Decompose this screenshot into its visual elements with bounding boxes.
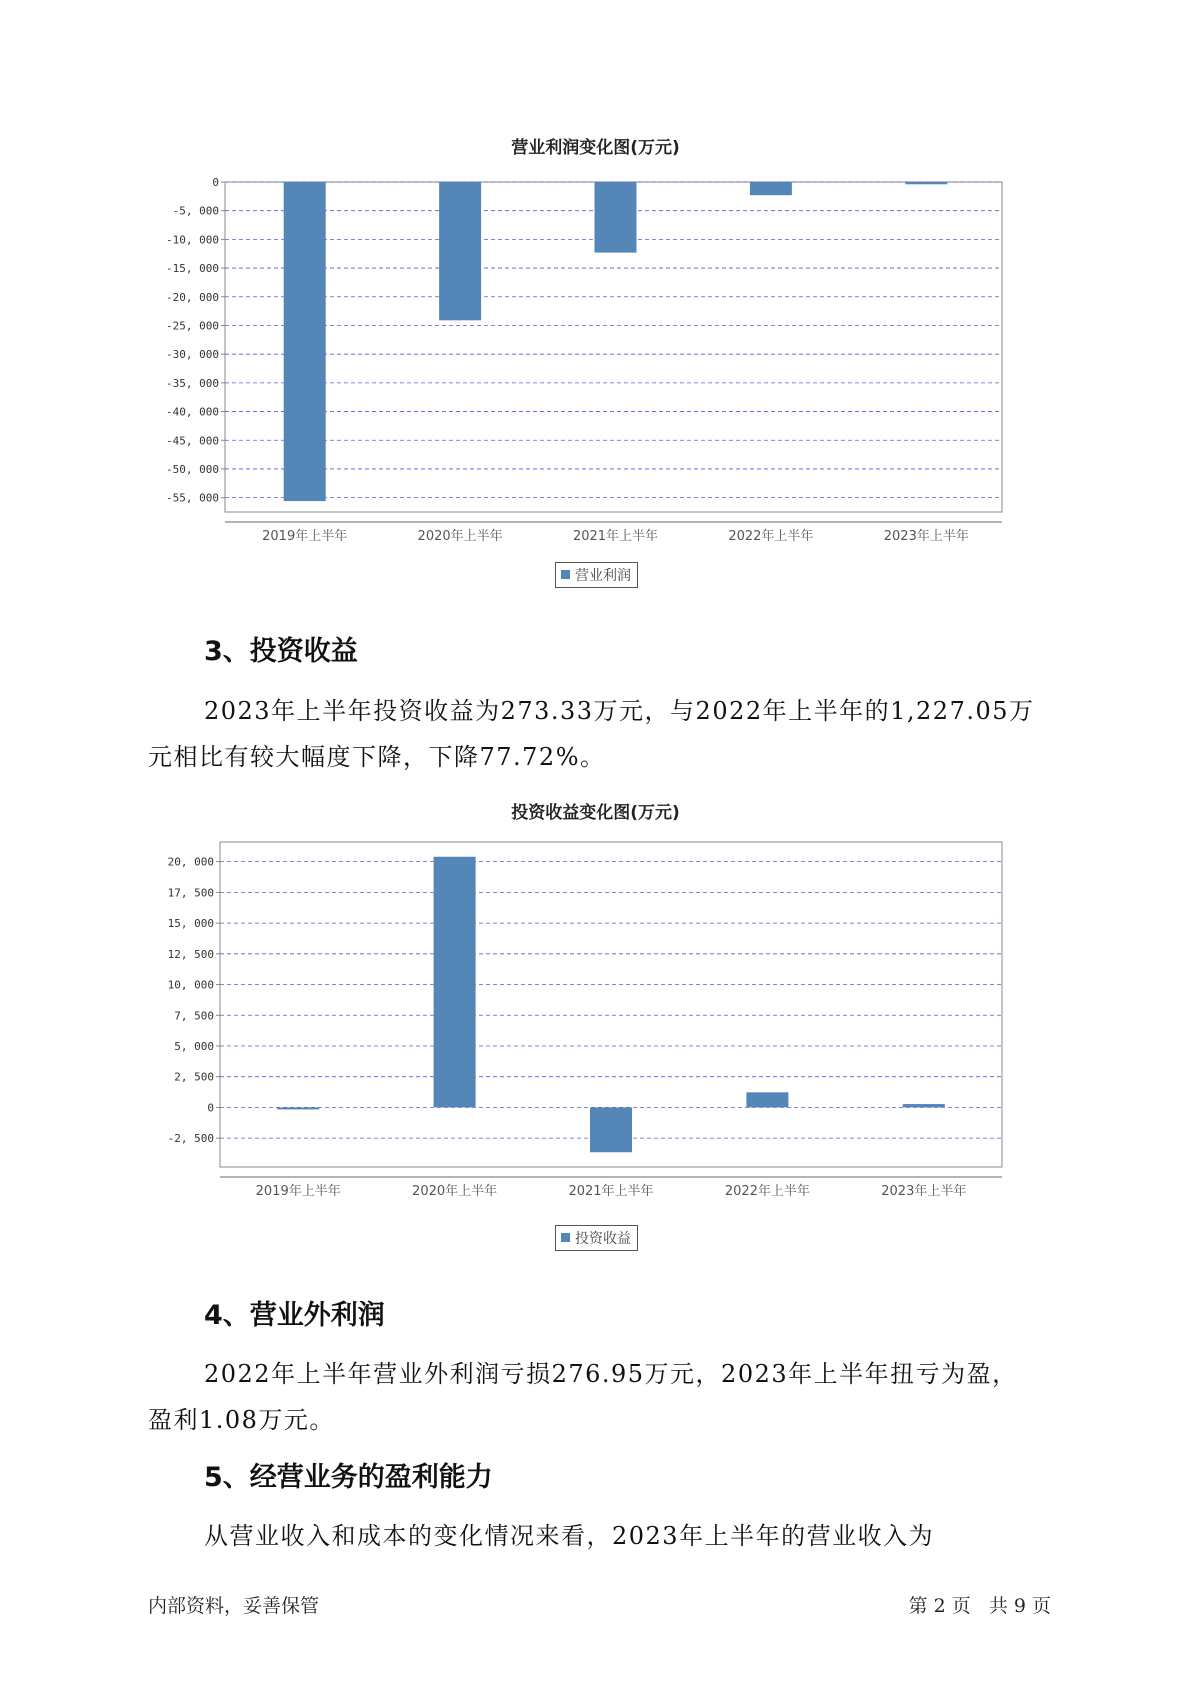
section-5-text-line1: 从营业收入和成本的变化情况来看，2023年上半年的营业收入为: [204, 1522, 935, 1550]
y-tick-label: 2, 500: [174, 1070, 214, 1084]
x-tick-label: 2021年上半年: [568, 1184, 654, 1199]
bar-2021年上半年: [595, 182, 637, 253]
y-tick-label: -40, 000: [166, 405, 219, 419]
chart1-title: 营业利润变化图(万元): [511, 138, 680, 158]
x-tick-label: 2020年上半年: [412, 1184, 498, 1199]
chart1-legend-label: 营业利润: [575, 568, 631, 584]
section-3-text-line1: 2023年上半年投资收益为273.33万元，与2022年上半年的1,227.05万: [204, 697, 1035, 725]
y-tick-label: 20, 000: [167, 855, 214, 869]
y-tick-label: 12, 500: [167, 947, 214, 961]
bar-2022年上半年: [750, 182, 792, 195]
footer-confidential-note: 内部资料，妥善保管: [148, 1595, 320, 1617]
x-tick-label: 2023年上半年: [883, 529, 969, 544]
bar-2021年上半年: [590, 1107, 632, 1152]
y-tick-label: -55, 000: [166, 491, 219, 505]
section-4-text-line2: 盈利1.08万元。: [148, 1406, 335, 1434]
x-tick-label: 2019年上半年: [262, 529, 348, 544]
legend-swatch: [561, 570, 570, 579]
y-tick-label: 5, 000: [174, 1039, 214, 1053]
section-4-text-line1: 2022年上半年营业外利润亏损276.95万元，2023年上半年扭亏为盈，: [204, 1360, 1018, 1388]
bar-2019年上半年: [277, 1107, 319, 1109]
y-tick-label: -50, 000: [166, 462, 219, 476]
chart2-title: 投资收益变化图(万元): [511, 803, 680, 823]
operating-profit-chart: [0, 160, 1191, 544]
bar-2023年上半年: [905, 182, 947, 184]
legend-swatch: [561, 1233, 570, 1242]
chart2-legend: [555, 1225, 638, 1251]
chart2-legend-label: 投资收益: [575, 1231, 631, 1247]
y-tick-label: -2, 500: [167, 1132, 214, 1146]
y-tick-label: -30, 000: [166, 348, 219, 362]
bar-2020年上半年: [439, 182, 481, 320]
y-tick-label: -35, 000: [166, 376, 219, 390]
y-tick-label: 10, 000: [167, 978, 214, 992]
section-4-heading: 4、营业外利润: [204, 1300, 385, 1331]
x-tick-label: 2021年上半年: [572, 529, 659, 544]
y-tick-label: 17, 500: [167, 886, 214, 900]
investment-income-chart: [0, 840, 1191, 1210]
y-tick-label: -20, 000: [166, 290, 219, 304]
x-tick-label: 2022年上半年: [724, 1184, 810, 1199]
y-tick-label: -15, 000: [166, 262, 219, 276]
y-tick-label: -10, 000: [166, 233, 219, 247]
bar-2022年上半年: [746, 1092, 788, 1107]
bar-2019年上半年: [284, 182, 326, 501]
x-tick-label: 2023年上半年: [881, 1184, 967, 1199]
y-tick-label: 0: [207, 1101, 214, 1115]
y-tick-label: -45, 000: [166, 434, 219, 448]
x-tick-label: 2020年上半年: [417, 529, 503, 544]
y-tick-label: 7, 500: [174, 1009, 214, 1023]
y-tick-label: -25, 000: [166, 319, 219, 333]
x-tick-label: 2019年上半年: [255, 1184, 341, 1199]
y-tick-label: -5, 000: [172, 204, 219, 218]
bar-2020年上半年: [434, 857, 476, 1108]
chart1-legend: [555, 562, 638, 588]
section-5-heading: 5、经营业务的盈利能力: [204, 1462, 493, 1493]
y-tick-label: 15, 000: [167, 917, 214, 931]
section-3-heading: 3、投资收益: [204, 636, 358, 667]
y-tick-label: 0: [212, 176, 219, 189]
bar-2023年上半年: [903, 1104, 945, 1107]
x-tick-label: 2022年上半年: [728, 529, 814, 544]
section-3-text-line2: 元相比有较大幅度下降，下降77.72%。: [148, 743, 606, 771]
footer-page-number: 第 2 页 共 9 页: [908, 1595, 1051, 1617]
